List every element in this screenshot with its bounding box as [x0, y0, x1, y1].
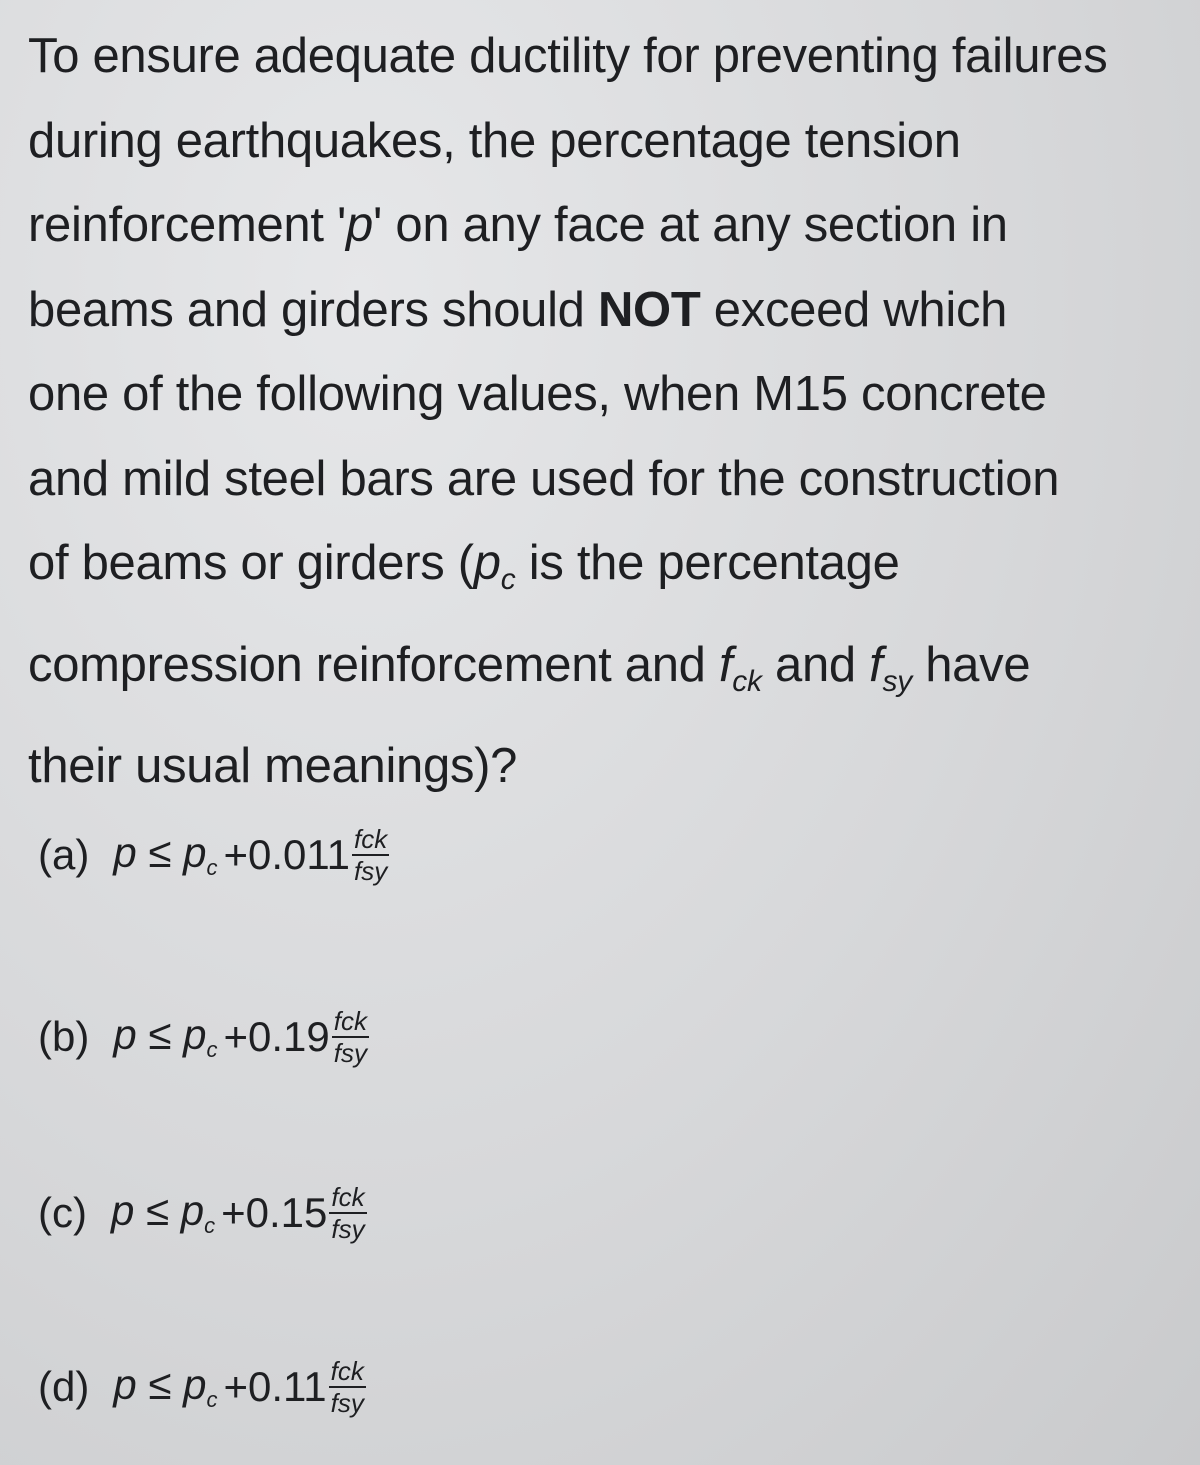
- option-b-subscript: c: [206, 1037, 218, 1062]
- option-d-label: (d): [38, 1363, 90, 1410]
- question-line-4-text-a: beams and girders should: [28, 282, 598, 337]
- option-a-numerator: fck: [353, 824, 388, 854]
- option-d-fraction: [329, 1356, 366, 1418]
- question-line-3-text-a: reinforcement ': [28, 198, 347, 252]
- option-a-denominator: fsy: [353, 856, 388, 886]
- option-c-label: (c): [38, 1189, 87, 1236]
- option-c-fraction: [329, 1182, 366, 1244]
- option-b-numerator: fck: [333, 1006, 367, 1036]
- question-line-8-text-b: and: [761, 637, 870, 692]
- option-a-fraction: [352, 824, 389, 886]
- option-d-expression: [113, 1361, 217, 1413]
- option-c-expression: [111, 1187, 215, 1239]
- option-c-lhs: p ≤ p: [110, 1187, 205, 1234]
- option-b-coefficient: +0.19: [223, 1013, 330, 1060]
- variable-p: p: [346, 198, 373, 252]
- option-d-subscript: c: [206, 1387, 218, 1412]
- question-line-1-text: To ensure adequate ductility for preventing failures: [28, 29, 1108, 83]
- variable-pc-subscript: c: [500, 563, 516, 596]
- question-line-6: [28, 437, 1178, 522]
- question-line-4-text-b: exceed which: [700, 282, 1008, 337]
- option-c[interactable]: [38, 1148, 367, 1278]
- question-line-6-text: and mild steel bars are used for the construction: [28, 451, 1060, 506]
- option-b-lhs: p ≤ p: [113, 1011, 207, 1058]
- option-a[interactable]: [38, 790, 389, 920]
- option-b-fraction: [332, 1006, 369, 1068]
- question-line-9-text: their usual meanings)?: [28, 739, 518, 793]
- variable-fsy-subscript: sy: [882, 664, 912, 698]
- question-line-2-text: during earthquakes, the percentage tension: [28, 113, 961, 168]
- question-line-7: [28, 521, 1178, 623]
- option-d[interactable]: [38, 1322, 366, 1452]
- question-text: [28, 14, 1178, 809]
- option-c-coefficient: +0.15: [221, 1189, 328, 1236]
- emphasis-not: NOT: [597, 282, 701, 337]
- option-a-lhs: p ≤ p: [113, 829, 207, 876]
- question-line-3-text-b: ' on any face at any section in: [373, 198, 1008, 252]
- option-b-denominator: fsy: [333, 1038, 367, 1068]
- option-b-label: (b): [38, 1013, 90, 1060]
- question-line-2: [28, 99, 1178, 184]
- option-a-subscript: c: [206, 855, 218, 880]
- option-a-coefficient: +0.011: [223, 831, 350, 878]
- option-d-coefficient: +0.11: [223, 1363, 327, 1410]
- option-a-expression: [113, 829, 217, 881]
- option-b-expression: [113, 1011, 217, 1063]
- question-line-7-text-a: of beams or girders (: [28, 536, 474, 590]
- variable-pc: p: [473, 536, 501, 590]
- option-c-numerator: fck: [331, 1182, 365, 1212]
- question-line-1: [28, 14, 1178, 99]
- option-d-denominator: fsy: [330, 1388, 364, 1418]
- option-a-label: (a): [38, 831, 90, 878]
- option-d-lhs: p ≤ p: [113, 1361, 207, 1408]
- question-line-5: [28, 352, 1178, 437]
- question-line-4: [28, 268, 1178, 353]
- question-line-5-text: one of the following values, when M15 concrete: [28, 367, 1047, 421]
- variable-fck-subscript: ck: [732, 664, 762, 698]
- option-c-denominator: fsy: [331, 1214, 365, 1244]
- option-d-numerator: fck: [330, 1356, 364, 1386]
- variable-fsy: f: [869, 637, 883, 692]
- option-c-subscript: c: [204, 1213, 216, 1238]
- question-line-8-text-a: compression reinforcement and: [28, 637, 719, 692]
- variable-fck: f: [718, 637, 733, 692]
- question-line-7-text-b: is the percentage: [515, 536, 900, 590]
- option-b[interactable]: [38, 972, 369, 1102]
- question-line-8: [28, 623, 1178, 725]
- question-line-3: [28, 183, 1178, 268]
- question-line-8-text-c: have: [911, 637, 1031, 692]
